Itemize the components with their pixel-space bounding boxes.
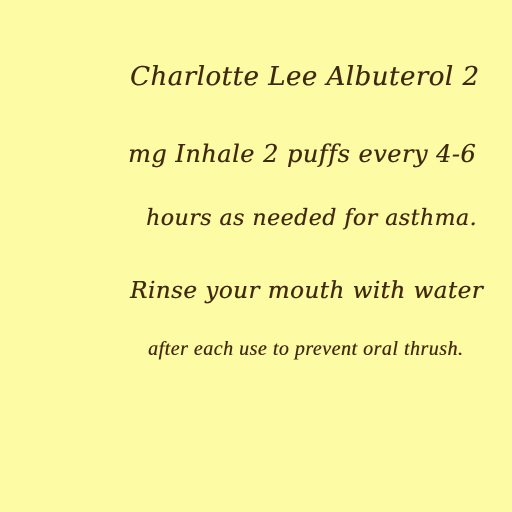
note-line-4: Rinse your mouth with water	[130, 278, 484, 304]
note-line-1: Charlotte Lee Albuterol 2	[130, 62, 480, 92]
note-line-2: mg Inhale 2 puffs every 4-6	[128, 140, 477, 168]
note-line-5: after each use to prevent oral thrush.	[148, 338, 464, 360]
note-line-3: hours as needed for asthma.	[146, 206, 477, 231]
